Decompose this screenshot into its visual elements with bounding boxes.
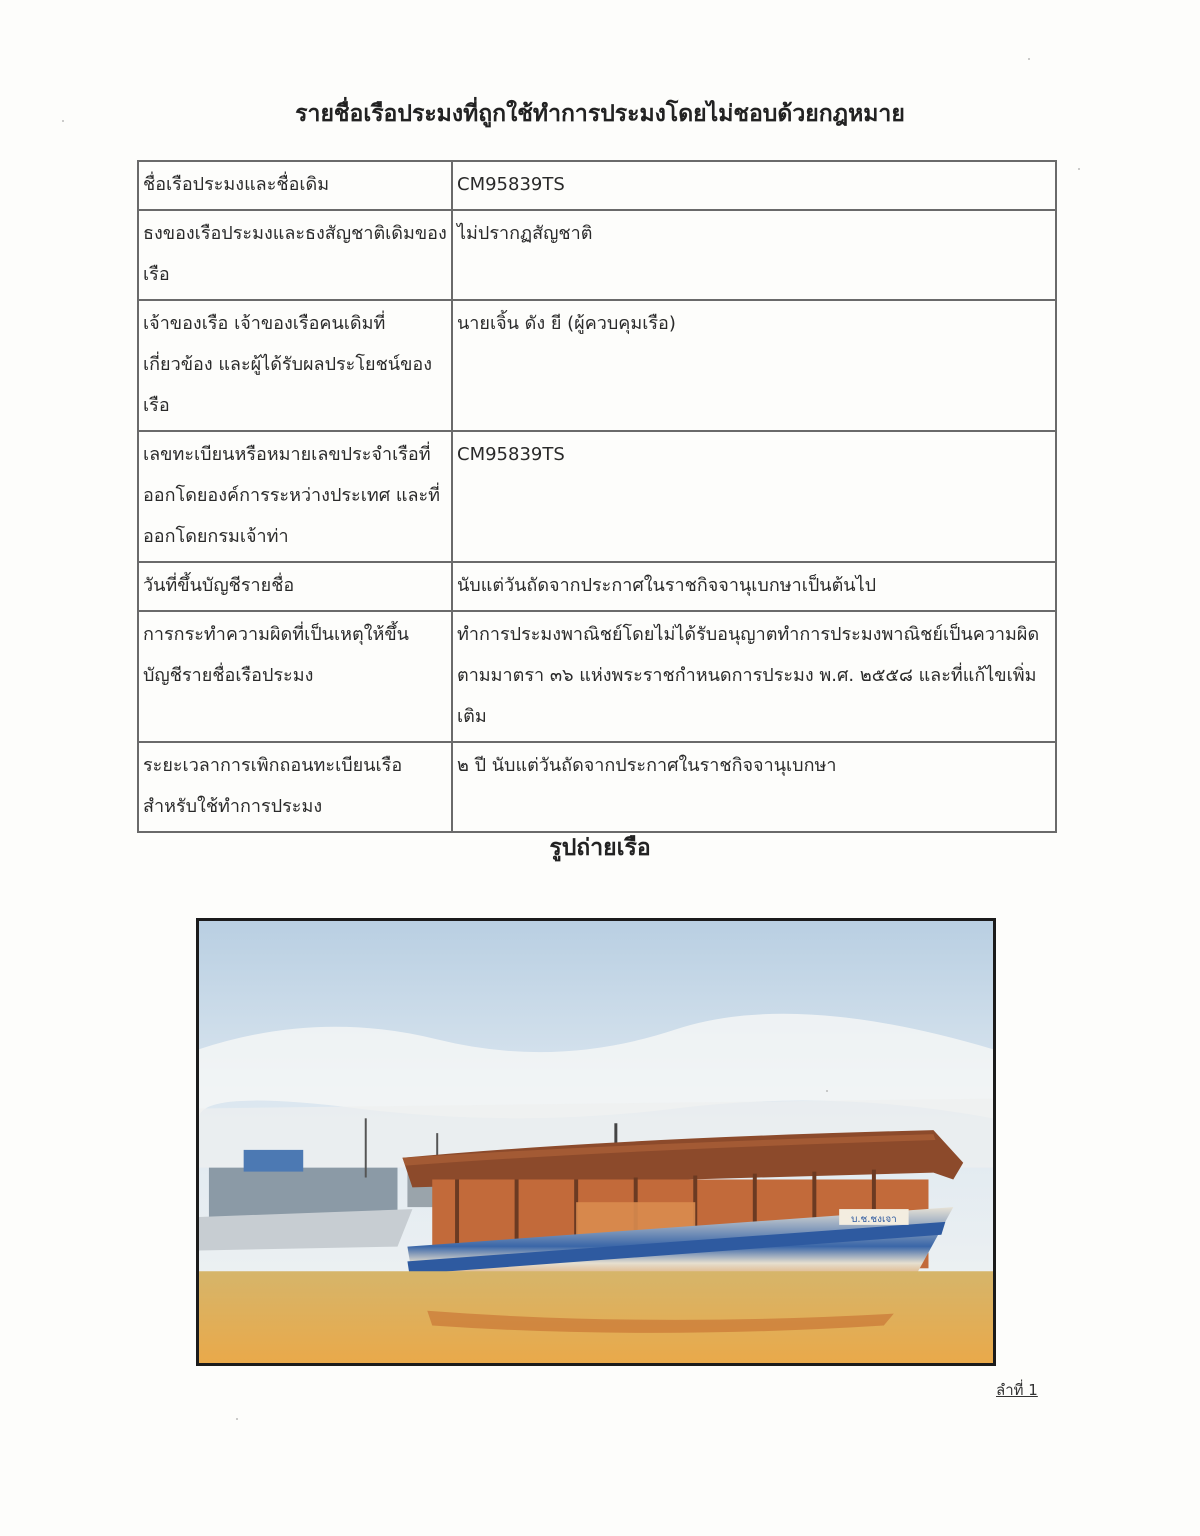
table-row	[138, 431, 1056, 562]
table-row	[138, 562, 1056, 611]
table-row	[138, 210, 1056, 300]
row-value-flag: ไม่ปรากฏสัญชาติ	[452, 210, 1056, 300]
row-label-listing-date: วันที่ขึ้นบัญชีรายชื่อ	[138, 562, 452, 611]
page-number: ลำที่ 1	[996, 1381, 1038, 1399]
row-value-listing-date: นับแต่วันถัดจากประกาศในราชกิจจานุเบกษาเป็นต้นไป	[452, 562, 1056, 611]
scan-speck	[826, 1090, 828, 1092]
row-label-registration: เลขทะเบียนหรือหมายเลขประจำเรือที่ออกโดยองค์การระหว่างประเทศ และที่ออกโดยกรมเจ้าท่า	[138, 431, 452, 562]
vessel-info-table	[137, 160, 1057, 833]
row-label-offense: การกระทำความผิดที่เป็นเหตุให้ขึ้นบัญชีรายชื่อเรือประมง	[138, 611, 452, 742]
scan-speck	[1078, 168, 1080, 170]
row-label-revocation: ระยะเวลาการเพิกถอนทะเบียนเรือสำหรับใช้ทำการประมง	[138, 742, 452, 832]
row-value-revocation: ๒ ปี นับแต่วันถัดจากประกาศในราชกิจจานุเบกษา	[452, 742, 1056, 832]
row-label-vessel-name: ชื่อเรือประมงและชื่อเดิม	[138, 161, 452, 210]
document-title: รายชื่อเรือประมงที่ถูกใช้ทำการประมงโดยไม่ชอบด้วยกฎหมาย	[295, 101, 905, 127]
boat-photo-illustration	[199, 921, 993, 1363]
scan-speck	[1028, 58, 1030, 60]
row-value-vessel-name: CM95839TS	[452, 161, 1056, 210]
scan-speck	[236, 1418, 238, 1420]
table-row	[138, 742, 1056, 832]
scan-speck	[62, 120, 64, 122]
row-label-owner: เจ้าของเรือ เจ้าของเรือคนเดิมที่เกี่ยวข้อง และผู้ได้รับผลประโยชน์ของเรือ	[138, 300, 452, 431]
table-row	[138, 300, 1056, 431]
row-label-flag: ธงของเรือประมงและธงสัญชาติเดิมของเรือ	[138, 210, 452, 300]
photo-section-title: รูปถ่ายเรือ	[549, 835, 651, 861]
boat-photo	[196, 918, 996, 1366]
row-value-owner: นายเจิ้น ดัง ยี (ผู้ควบคุมเรือ)	[452, 300, 1056, 431]
boat-name-text: บ.ช.ชงเจา	[851, 1213, 897, 1225]
row-value-offense: ทำการประมงพาณิชย์โดยไม่ได้รับอนุญาตทำการประมงพาณิชย์เป็นความผิดตามมาตรา ๓๖ แห่งพระราชกำหนดการประมง พ.ศ. ๒๕๕๘ และที่แก้ไขเพิ่มเติม	[452, 611, 1056, 742]
table-row	[138, 611, 1056, 742]
row-value-registration: CM95839TS	[452, 431, 1056, 562]
table-row	[138, 161, 1056, 210]
